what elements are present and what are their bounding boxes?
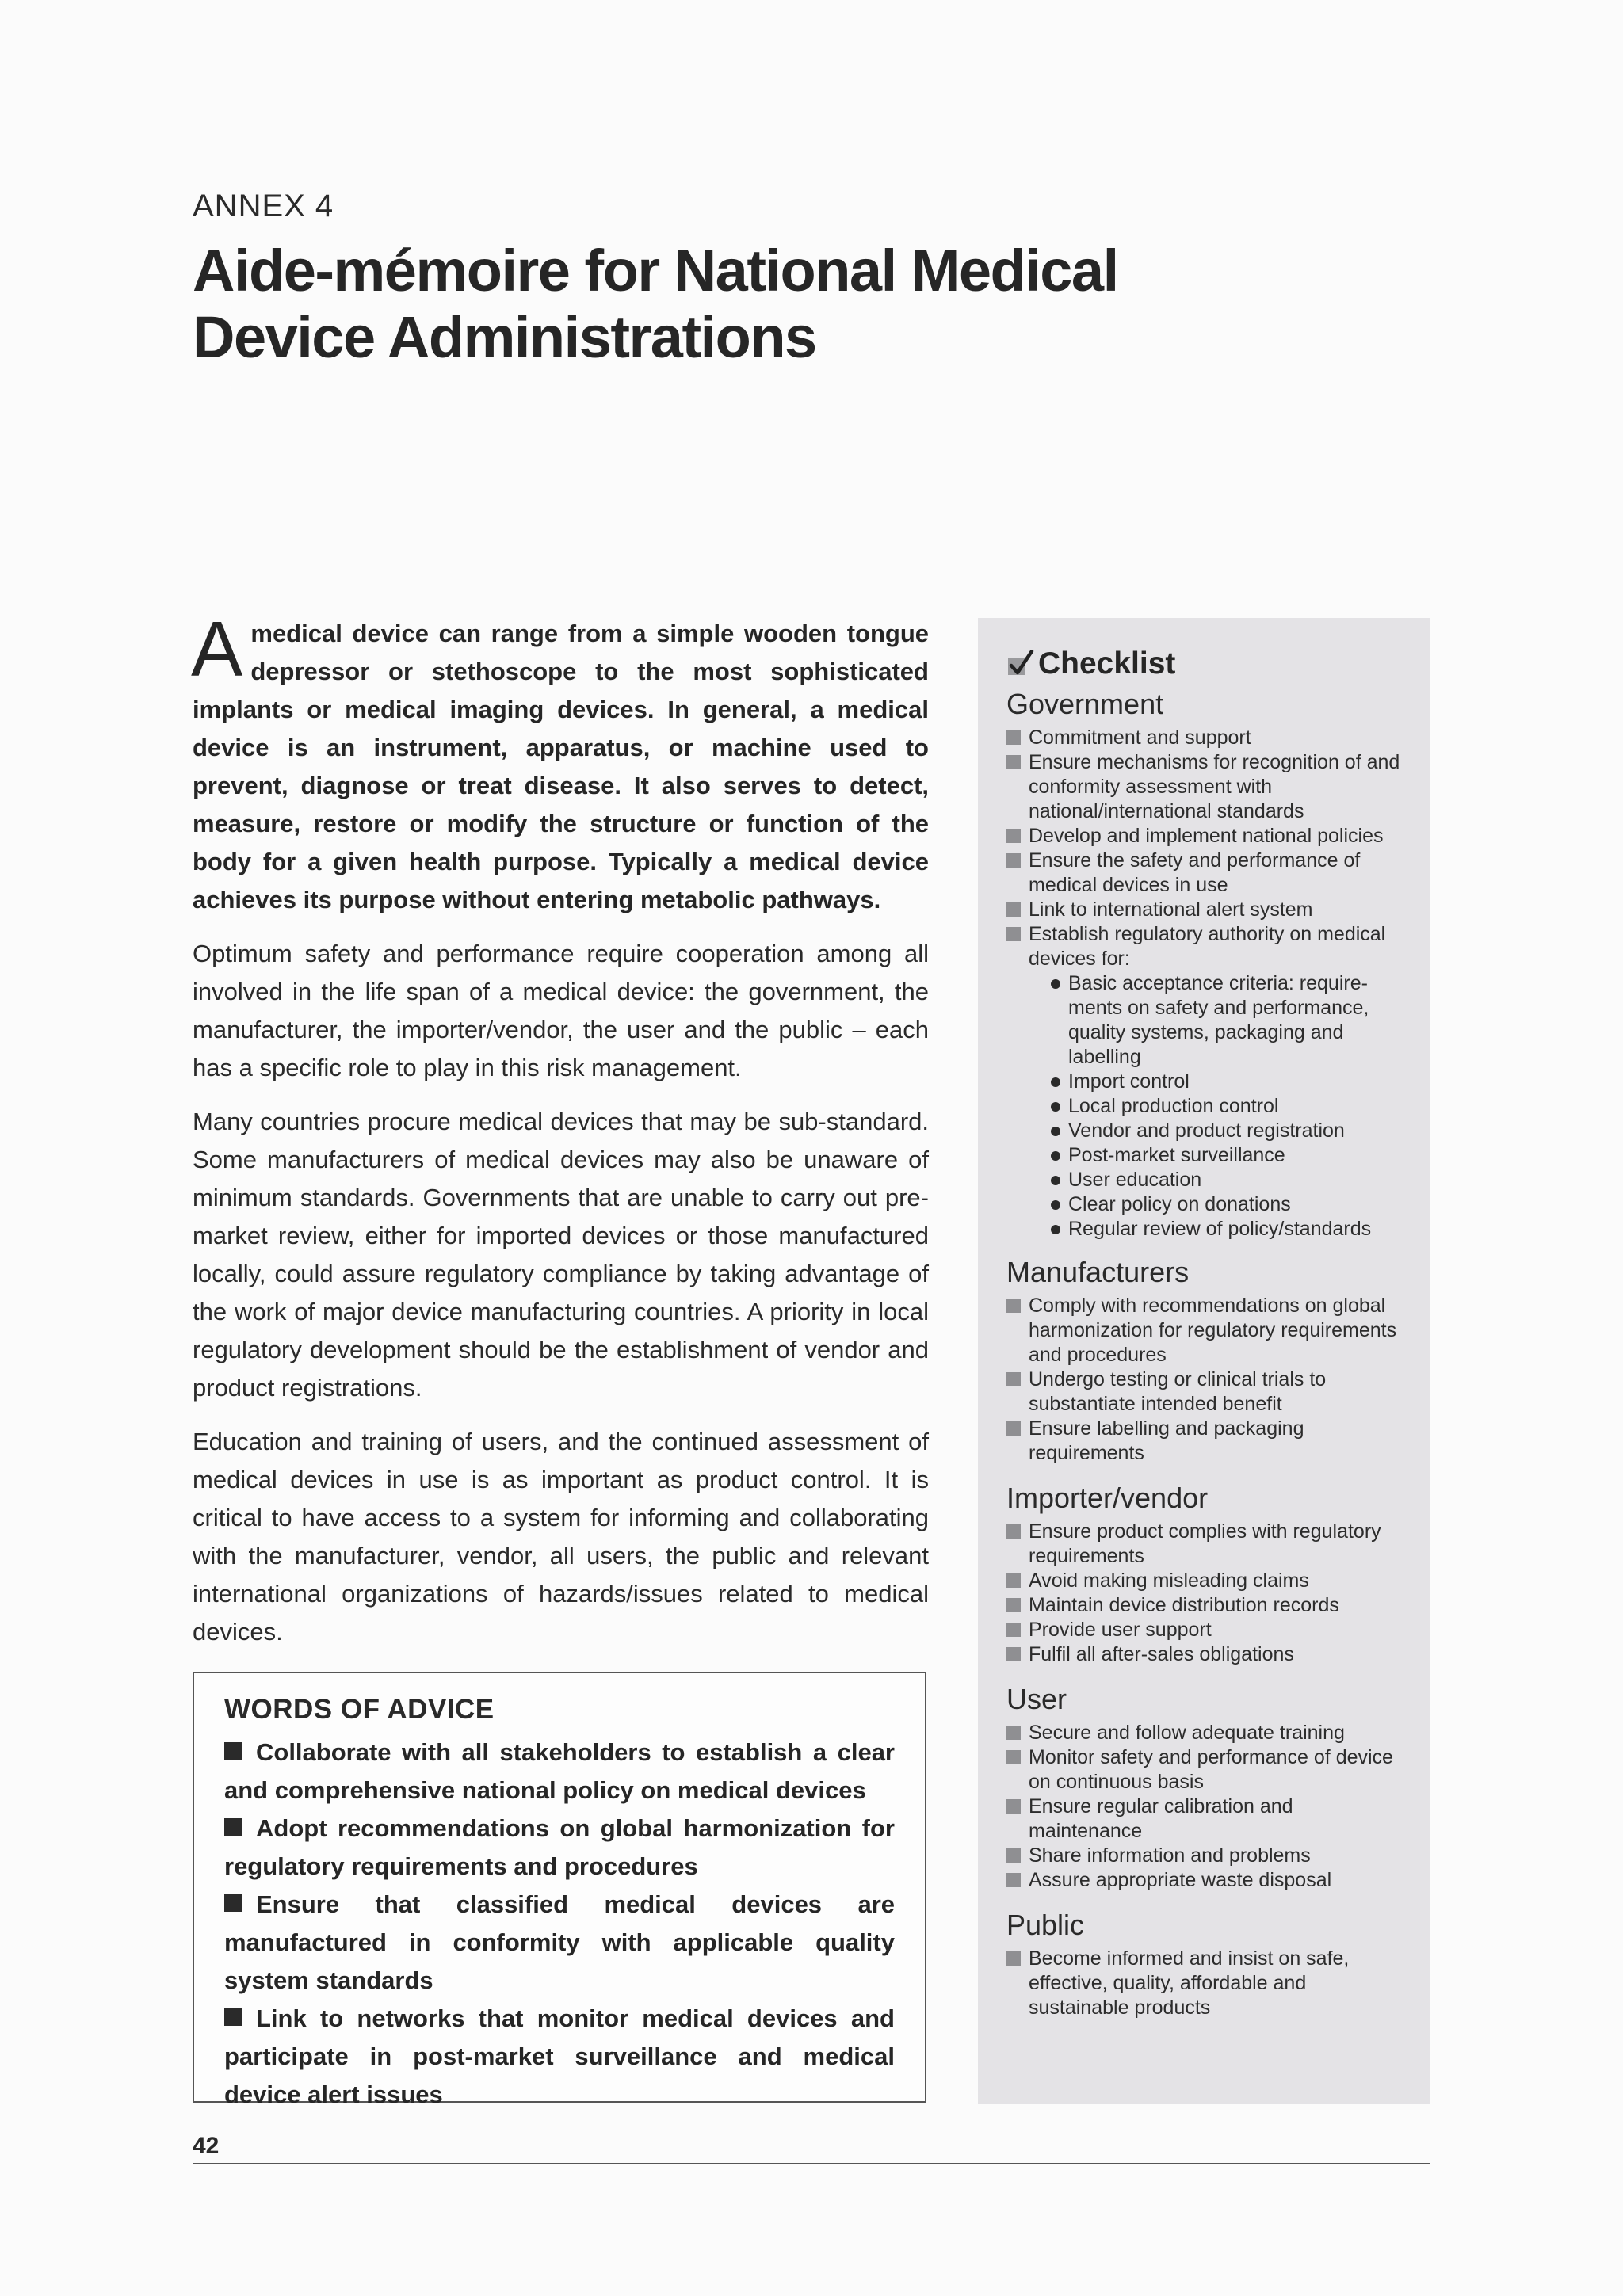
advice-item-text: Link to networks that monitor medical devices and participate in post-market surveillance and medical device alert issues <box>224 2004 895 2108</box>
advice-item-text: Ensure that classified medical devices are manufactured in conformity with applicable quality system standards <box>224 1890 895 1994</box>
list-item <box>1006 922 1406 1241</box>
advice-item <box>224 1733 895 1810</box>
square-bullet-icon <box>224 2008 242 2026</box>
list-item: Secure and follow adequate training <box>1006 1721 1406 1745</box>
square-bullet-icon <box>224 1818 242 1836</box>
list-item: Undergo testing or clinical trials to substantiate intended benefit <box>1006 1367 1406 1417</box>
section-title-importer: Importer/vendor <box>1006 1482 1209 1514</box>
list-item: Share information and problems <box>1006 1844 1406 1868</box>
drop-cap: A <box>191 605 243 692</box>
government-list <box>1006 726 1406 1241</box>
body-paragraph: Many countries procure medical devices that may be sub-standard. Some manufacturers of medical devices may also be unaware of minimum standards. Governments that are unable to carry out pre-market review, either for imported devices or those manufactured locally, could assure regulatory compliance by taking advantage of the work of major device manufacturing countries. A priority in local regulatory development should be the establishment of vendor and product registrations. <box>193 1108 929 1402</box>
title-line-2: Device Administrations <box>193 304 816 370</box>
government-sublist <box>1029 971 1406 1241</box>
list-item: Become informed and insist on safe, effective, quality, affordable and sustainable products <box>1006 1947 1406 2020</box>
sub-list-item: Import control <box>1049 1070 1406 1094</box>
section-title-government: Government <box>1006 688 1164 720</box>
sub-list-item: Regular review of policy/standards <box>1049 1217 1406 1241</box>
page-title <box>193 238 1262 371</box>
body-paragraph: Optimum safety and performance require cooperation among all involved in the life span of a medical device: the government, the manufacturer, the importer/vendor, the user and the public – each has a specific role to play in this risk management. <box>193 940 929 1081</box>
sub-list-item: Clear policy on donations <box>1049 1192 1406 1217</box>
advice-item-text: Collaborate with all stakeholders to establish a clear and comprehensive national policy on medical devices <box>224 1738 895 1804</box>
sub-list-item: User education <box>1049 1168 1406 1192</box>
list-item: Monitor safety and performance of device on continuous basis <box>1006 1745 1406 1794</box>
advice-item-text: Adopt recommendations on global harmonization for regulatory requirements and procedures <box>224 1814 895 1880</box>
section-title-manufacturers: Manufacturers <box>1006 1256 1190 1288</box>
words-of-advice-box <box>193 1672 926 2108</box>
manufacturers-list <box>1006 1294 1406 1466</box>
list-item: Provide user support <box>1006 1618 1406 1642</box>
public-list <box>1006 1947 1406 2020</box>
main-text-column <box>191 605 929 1667</box>
list-item: Commitment and support <box>1006 726 1406 750</box>
page-number: 42 <box>193 2133 220 2159</box>
annex-label: ANNEX 4 <box>193 189 334 223</box>
list-item: Avoid making misleading claims <box>1006 1569 1406 1593</box>
list-item: Link to international alert system <box>1006 898 1406 922</box>
checklist-title <box>1006 646 1406 681</box>
sub-list-item: Vendor and product registration <box>1049 1119 1406 1143</box>
list-item: Assure appropriate waste disposal <box>1006 1868 1406 1893</box>
advice-item <box>224 1886 895 2000</box>
section-title-public: Public <box>1006 1909 1085 1941</box>
list-item: Ensure the safety and performance of medical devices in use <box>1006 849 1406 898</box>
list-item: Ensure labelling and packaging requirements <box>1006 1417 1406 1466</box>
checkbox-check-icon <box>1006 650 1035 678</box>
advice-title: WORDS OF ADVICE <box>224 1694 495 1725</box>
square-bullet-icon <box>224 1742 242 1760</box>
intro-text: medical device can range from a simple wooden tongue depressor or stethoscope to the most sophisticated implants or medical imaging devices. In general, a medical device is an instrument, apparatus, or machine used to prevent, diagnose or treat disease. It also serves to detect, measure, restore or modify the structure or function of the body for a given health purpose. Typically a medical device achieves its purpose without entering metabolic pathways. <box>193 620 929 913</box>
list-item: Ensure product complies with regulatory requirements <box>1006 1520 1406 1569</box>
list-item: Develop and implement national policies <box>1006 824 1406 849</box>
list-item: Maintain device distribution records <box>1006 1593 1406 1618</box>
list-item-text: Establish regulatory authority on medical devices for: <box>1029 923 1386 970</box>
importer-list <box>1006 1520 1406 1667</box>
list-item: Fulfil all after-sales obligations <box>1006 1642 1406 1667</box>
intro-paragraph <box>191 605 929 919</box>
advice-item <box>224 2000 895 2114</box>
footer-divider <box>193 2163 1430 2164</box>
list-item: Ensure regular calibration and maintenance <box>1006 1794 1406 1844</box>
sub-list-item: Basic acceptance criteria: requirements on safety and performance, quality systems, packaging and labelling <box>1049 971 1406 1070</box>
list-item: Comply with recommendations on global harmonization for regulatory requirements and procedures <box>1006 1294 1406 1367</box>
square-bullet-icon <box>224 1894 242 1912</box>
sub-list-item: Post-market surveillance <box>1049 1143 1406 1168</box>
user-list <box>1006 1721 1406 1893</box>
advice-item <box>224 1810 895 1886</box>
checklist-panel <box>978 618 1430 2104</box>
section-title-user: User <box>1006 1683 1067 1715</box>
list-item: Ensure mechanisms for recognition of and conformity assessment with national/international standards <box>1006 750 1406 824</box>
checklist-title-text: Checklist <box>1038 646 1176 681</box>
title-line-1: Aide-mémoire for National Medical <box>193 238 1118 303</box>
body-paragraph: Education and training of users, and the continued assessment of medical devices in use is as important as product control. It is critical to have access to a system for informing and collaborating with the manufacturer, vendor, all users, the public and relevant international organizations of hazards/issues related to medical devices. <box>193 1428 929 1646</box>
sub-list-item: Local production control <box>1049 1094 1406 1119</box>
